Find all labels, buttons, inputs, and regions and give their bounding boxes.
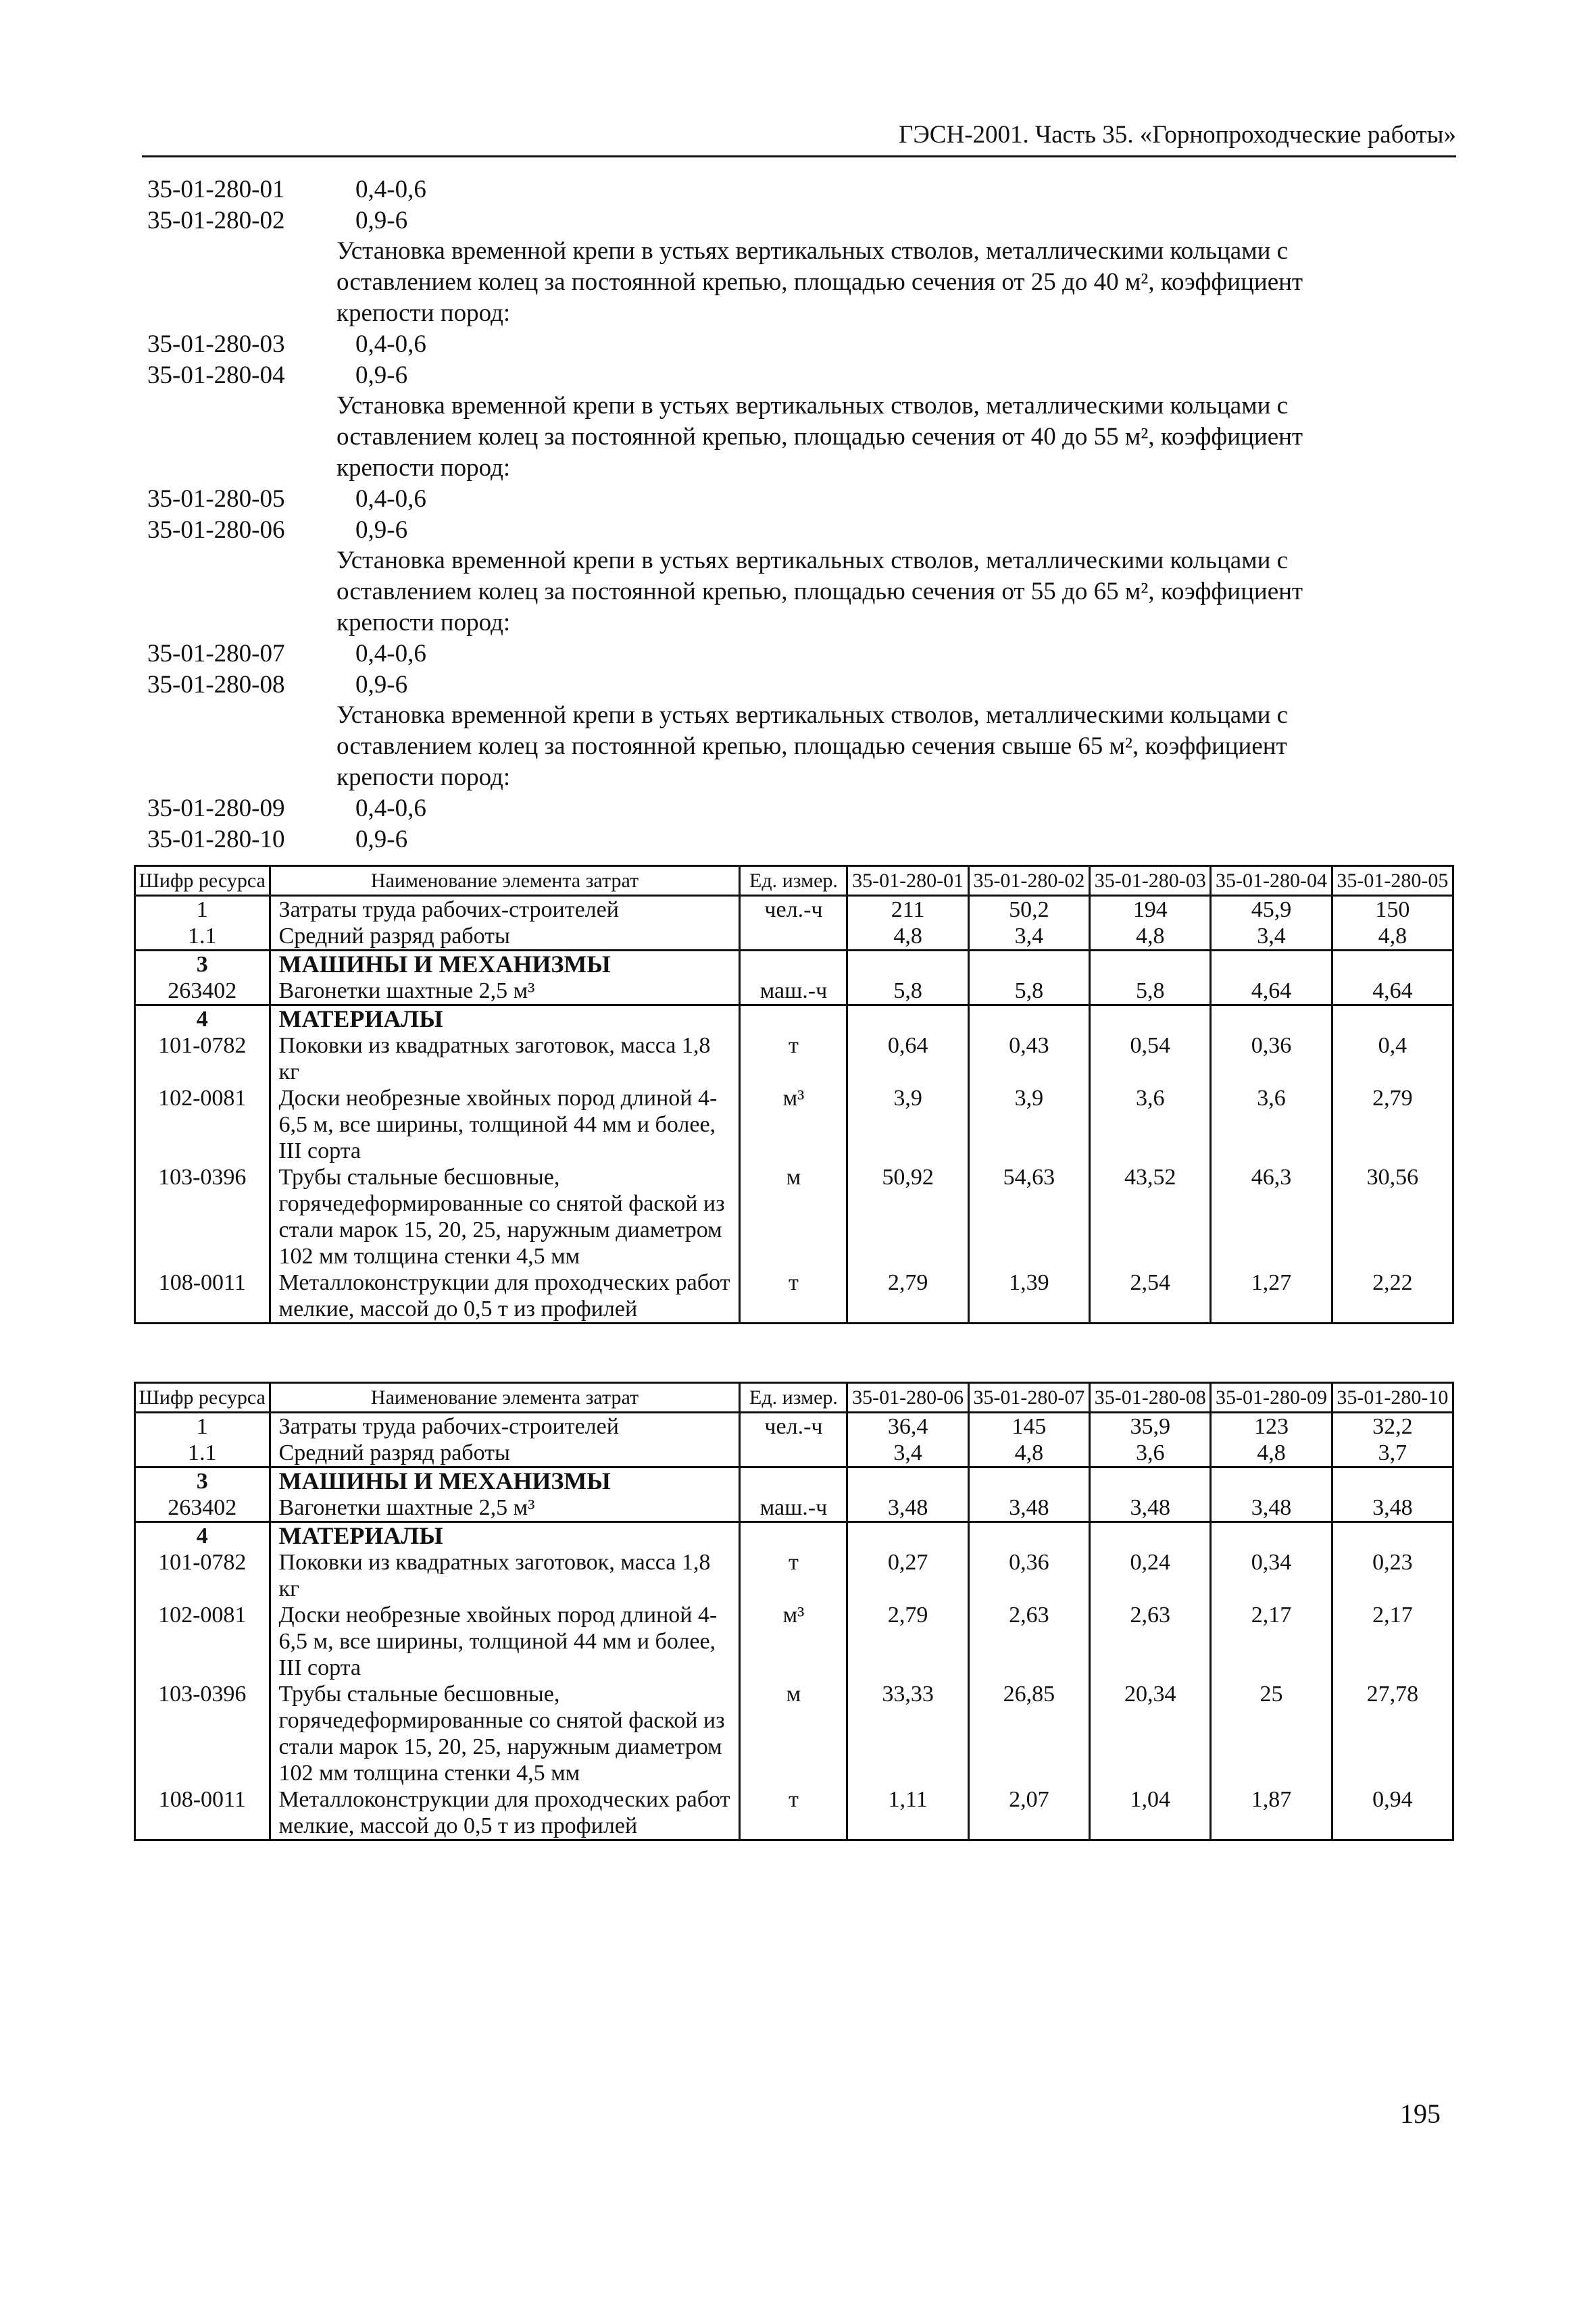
header-norm-code: 35-01-280-01 [847,866,968,896]
resource-value [847,951,968,978]
resource-value: 0,94 [1332,1786,1453,1840]
resource-value: 0,43 [968,1032,1089,1085]
description-line: Установка временной крепи в устьях вертикальных стволов, металлическими кольцами с [336,547,1289,574]
resource-name: Затраты труда рабочих-строителей [270,1413,740,1440]
resource-unit: т [740,1549,847,1602]
resource-value [1332,1005,1453,1033]
resource-value: 0,36 [968,1549,1089,1602]
resource-code: 108-0011 [135,1786,270,1840]
description-line: крепости пород: [336,763,511,791]
resource-value: 5,8 [968,978,1089,1005]
resource-value: 25 [1211,1681,1332,1786]
resource-value: 5,8 [847,978,968,1005]
rock-hardness: 0,4-0,6 [355,330,426,358]
code-row [147,174,1451,205]
norm-code: 35-01-280-09 [147,795,285,822]
resource-value: 50,92 [847,1164,968,1269]
resource-name: Металлоконструкции для проходческих работ мелкие, массой до 0,5 т из профилей [270,1269,740,1324]
resource-unit: м [740,1164,847,1269]
header-name: Наименование элемента затрат [270,866,740,896]
resource-value [847,1005,968,1033]
resource-unit [740,1440,847,1467]
table-row [135,1681,1453,1786]
resource-value: 3,48 [847,1494,968,1522]
resource-value: 3,9 [847,1085,968,1164]
rock-hardness: 0,4-0,6 [355,176,426,203]
resource-code: 101-0782 [135,1549,270,1602]
resource-value [1332,951,1453,978]
rock-hardness: 0,9-6 [355,206,408,234]
header-norm-code: 35-01-280-09 [1211,1383,1332,1413]
resource-unit [740,951,847,978]
page-number: 195 [1400,2098,1441,2129]
resource-unit: м³ [740,1602,847,1681]
table-row [135,978,1453,1005]
code-row [147,360,1451,391]
resource-value: 27,78 [1332,1681,1453,1786]
resource-value: 35,9 [1090,1413,1211,1440]
resource-value [1332,1467,1453,1495]
table-row [135,1467,1453,1495]
table-row [135,1085,1453,1164]
resource-value [847,1467,968,1495]
resource-value: 1,87 [1211,1786,1332,1840]
header-norm-code: 35-01-280-04 [1211,866,1332,896]
resource-value: 3,6 [1090,1440,1211,1467]
resource-table-2 [134,1382,1454,1841]
resource-code: 102-0081 [135,1085,270,1164]
resource-unit: чел.-ч [740,1413,847,1440]
table-row [135,1522,1453,1550]
code-row [147,515,1451,546]
resource-value: 2,07 [968,1786,1089,1840]
norm-code: 35-01-280-04 [147,361,285,389]
resource-value [1090,1467,1211,1495]
header-code: Шифр ресурса [135,866,270,896]
resource-value: 2,17 [1211,1602,1332,1681]
resource-value: 0,27 [847,1549,968,1602]
resource-unit: м [740,1681,847,1786]
resource-value: 0,4 [1332,1032,1453,1085]
norm-code: 35-01-280-03 [147,330,285,358]
resource-unit: чел.-ч [740,896,847,924]
table-row [135,951,1453,978]
norm-code: 35-01-280-10 [147,825,285,853]
resource-value [968,951,1089,978]
description-line: Установка временной крепи в устьях вертикальных стволов, металлическими кольцами с [336,237,1289,265]
code-row [147,329,1451,360]
resource-value: 2,17 [1332,1602,1453,1681]
rock-hardness: 0,9-6 [355,515,408,544]
table-row [135,1549,1453,1602]
resource-value: 1,04 [1090,1786,1211,1840]
rock-hardness: 0,9-6 [355,670,408,699]
resource-code: 1 [135,896,270,924]
resource-unit: т [740,1269,847,1324]
resource-value: 26,85 [968,1681,1089,1786]
resource-unit: т [740,1032,847,1085]
description-line: крепости пород: [336,299,511,327]
resource-value: 20,34 [1090,1681,1211,1786]
resource-value: 3,7 [1332,1440,1453,1467]
description-line: оставлением колец за постоянной крепью, площадью сечения от 25 до 40 м², коэффициент [336,268,1303,296]
table-row [135,1413,1453,1440]
resource-value: 3,4 [968,923,1089,951]
resource-value: 2,63 [968,1602,1089,1681]
code-list [147,174,1451,855]
resource-value: 4,8 [1332,923,1453,951]
description-line: Установка временной крепи в устьях вертикальных стволов, металлическими кольцами с [336,701,1289,729]
resource-value: 4,64 [1332,978,1453,1005]
resource-value [1090,1005,1211,1033]
norm-code: 35-01-280-06 [147,515,285,544]
resource-code: 1.1 [135,923,270,951]
resource-value: 4,8 [1211,1440,1332,1467]
resource-name: Доски необрезные хвойных пород длиной 4-6,5 м, все ширины, толщиной 44 мм и более, III сорта [270,1085,740,1164]
resource-unit: т [740,1786,847,1840]
norm-code: 35-01-280-07 [147,640,285,668]
rock-hardness: 0,4-0,6 [355,795,426,822]
description-line: крепости пород: [336,454,511,482]
resource-value: 33,33 [847,1681,968,1786]
resource-value: 30,56 [1332,1164,1453,1269]
resource-code: 3 [135,1467,270,1495]
description-line: оставлением колец за постоянной крепью, площадью сечения от 40 до 55 м², коэффициент [336,423,1303,451]
resource-value: 211 [847,896,968,924]
resource-name: Трубы стальные бесшовные, горячедеформированные со снятой фаской из стали марок 15, 20, 25, наружным диаметром 102 мм толщина стенки 4,5 мм [270,1164,740,1269]
table-row [135,1602,1453,1681]
resource-code: 101-0782 [135,1032,270,1085]
resource-value [1090,951,1211,978]
resource-name: МАШИНЫ И МЕХАНИЗМЫ [270,1467,740,1495]
table-row [135,1494,1453,1522]
table-row [135,1269,1453,1324]
resource-value: 0,64 [847,1032,968,1085]
resource-name: МАТЕРИАЛЫ [270,1522,740,1550]
description-line: Установка временной крепи в устьях вертикальных стволов, металлическими кольцами с [336,392,1289,420]
code-row [147,824,1451,855]
work-description [147,700,1451,793]
resource-name: Доски необрезные хвойных пород длиной 4-6,5 м, все ширины, толщиной 44 мм и более, III сорта [270,1602,740,1681]
resource-code: 4 [135,1005,270,1033]
resource-value: 3,9 [968,1085,1089,1164]
header-code: Шифр ресурса [135,1383,270,1413]
resource-value: 3,6 [1090,1085,1211,1164]
resource-value [1211,1467,1332,1495]
work-description [147,391,1451,484]
description-line: оставлением колец за постоянной крепью, площадью сечения от 55 до 65 м², коэффициент [336,578,1303,605]
table-row [135,923,1453,951]
resource-name: Средний разряд работы [270,1440,740,1467]
rock-hardness: 0,9-6 [355,825,408,853]
code-row [147,793,1451,824]
resource-code: 1 [135,1413,270,1440]
resource-value: 3,48 [1211,1494,1332,1522]
resource-value: 54,63 [968,1164,1089,1269]
resource-unit [740,1522,847,1550]
resource-table-1 [134,865,1454,1324]
resource-value: 2,63 [1090,1602,1211,1681]
resource-value: 0,34 [1211,1549,1332,1602]
resource-code: 3 [135,951,270,978]
resource-value: 0,36 [1211,1032,1332,1085]
work-description [147,236,1451,329]
resource-value: 36,4 [847,1413,968,1440]
resource-code: 263402 [135,1494,270,1522]
code-row [147,205,1451,236]
norm-code: 35-01-280-02 [147,206,285,234]
resource-value [1090,1522,1211,1550]
resource-unit [740,1005,847,1033]
resource-value [1211,1522,1332,1550]
norm-code: 35-01-280-01 [147,176,285,203]
resource-name: Поковки из квадратных заготовок, масса 1,8 кг [270,1032,740,1085]
header-norm-code: 35-01-280-06 [847,1383,968,1413]
resource-value: 2,54 [1090,1269,1211,1324]
norm-code: 35-01-280-08 [147,670,285,699]
code-row [147,670,1451,701]
resource-value: 3,4 [1211,923,1332,951]
code-row [147,638,1451,670]
resource-value [847,1522,968,1550]
resource-code: 102-0081 [135,1602,270,1681]
table-row [135,1164,1453,1269]
resource-name: Затраты труда рабочих-строителей [270,896,740,924]
resource-value: 150 [1332,896,1453,924]
resource-value: 46,3 [1211,1164,1332,1269]
resource-value: 4,8 [847,923,968,951]
resource-unit: маш.-ч [740,978,847,1005]
resource-name: МАШИНЫ И МЕХАНИЗМЫ [270,951,740,978]
resource-value: 2,79 [1332,1085,1453,1164]
resource-unit [740,1467,847,1495]
resource-name: Вагонетки шахтные 2,5 м³ [270,978,740,1005]
resource-value: 32,2 [1332,1413,1453,1440]
resource-value: 4,64 [1211,978,1332,1005]
work-description [147,545,1451,638]
description-line: крепости пород: [336,609,511,636]
resource-value [968,1467,1089,1495]
resource-value: 0,24 [1090,1549,1211,1602]
resource-value: 50,2 [968,896,1089,924]
resource-unit: м³ [740,1085,847,1164]
resource-value [968,1005,1089,1033]
resource-value: 43,52 [1090,1164,1211,1269]
rock-hardness: 0,9-6 [355,361,408,389]
resource-name: Металлоконструкции для проходческих работ мелкие, массой до 0,5 т из профилей [270,1786,740,1840]
header-unit: Ед. измер. [740,1383,847,1413]
resource-value: 2,22 [1332,1269,1453,1324]
resource-value: 5,8 [1090,978,1211,1005]
resource-value: 0,54 [1090,1032,1211,1085]
resource-value: 3,48 [1090,1494,1211,1522]
table-row [135,1786,1453,1840]
header-name: Наименование элемента затрат [270,1383,740,1413]
resource-value: 1,39 [968,1269,1089,1324]
resource-unit: маш.-ч [740,1494,847,1522]
resource-value [1211,951,1332,978]
resource-value: 4,8 [1090,923,1211,951]
code-row [147,484,1451,515]
resource-value: 0,23 [1332,1549,1453,1602]
resource-name: Средний разряд работы [270,923,740,951]
resource-name: Трубы стальные бесшовные, горячедеформированные со снятой фаской из стали марок 15, 20, 25, наружным диаметром 102 мм толщина стенки 4,5 мм [270,1681,740,1786]
page-header: ГЭСН-2001. Часть 35. «Горнопроходческие работы» [142,115,1456,157]
norm-code: 35-01-280-05 [147,485,285,513]
resource-name: Поковки из квадратных заготовок, масса 1,8 кг [270,1549,740,1602]
resource-code: 4 [135,1522,270,1550]
header-norm-code: 35-01-280-03 [1090,866,1211,896]
resource-value: 3,6 [1211,1085,1332,1164]
resource-value: 145 [968,1413,1089,1440]
description-line: оставлением колец за постоянной крепью, площадью сечения свыше 65 м², коэффициент [336,732,1287,760]
table-row [135,896,1453,924]
resource-value: 194 [1090,896,1211,924]
rock-hardness: 0,4-0,6 [355,640,426,668]
resource-value: 45,9 [1211,896,1332,924]
rock-hardness: 0,4-0,6 [355,485,426,513]
resource-code: 103-0396 [135,1681,270,1786]
resource-name: МАТЕРИАЛЫ [270,1005,740,1033]
header-norm-code: 35-01-280-07 [968,1383,1089,1413]
resource-value: 1,11 [847,1786,968,1840]
resource-value: 3,48 [968,1494,1089,1522]
resource-name: Вагонетки шахтные 2,5 м³ [270,1494,740,1522]
header-norm-code: 35-01-280-10 [1332,1383,1453,1413]
header-norm-code: 35-01-280-05 [1332,866,1453,896]
resource-value: 3,4 [847,1440,968,1467]
resource-code: 1.1 [135,1440,270,1467]
resource-value: 1,27 [1211,1269,1332,1324]
resource-value: 2,79 [847,1602,968,1681]
resource-value [1211,1005,1332,1033]
header-norm-code: 35-01-280-02 [968,866,1089,896]
header-unit: Ед. измер. [740,866,847,896]
resource-value [1332,1522,1453,1550]
resource-value: 4,8 [968,1440,1089,1467]
resource-code: 263402 [135,978,270,1005]
resource-unit [740,923,847,951]
resource-value: 3,48 [1332,1494,1453,1522]
table-row [135,1032,1453,1085]
table-row [135,1440,1453,1467]
resource-value: 123 [1211,1413,1332,1440]
resource-code: 108-0011 [135,1269,270,1324]
table-row [135,1005,1453,1033]
resource-code: 103-0396 [135,1164,270,1269]
header-norm-code: 35-01-280-08 [1090,1383,1211,1413]
resource-value: 2,79 [847,1269,968,1324]
resource-value [968,1522,1089,1550]
